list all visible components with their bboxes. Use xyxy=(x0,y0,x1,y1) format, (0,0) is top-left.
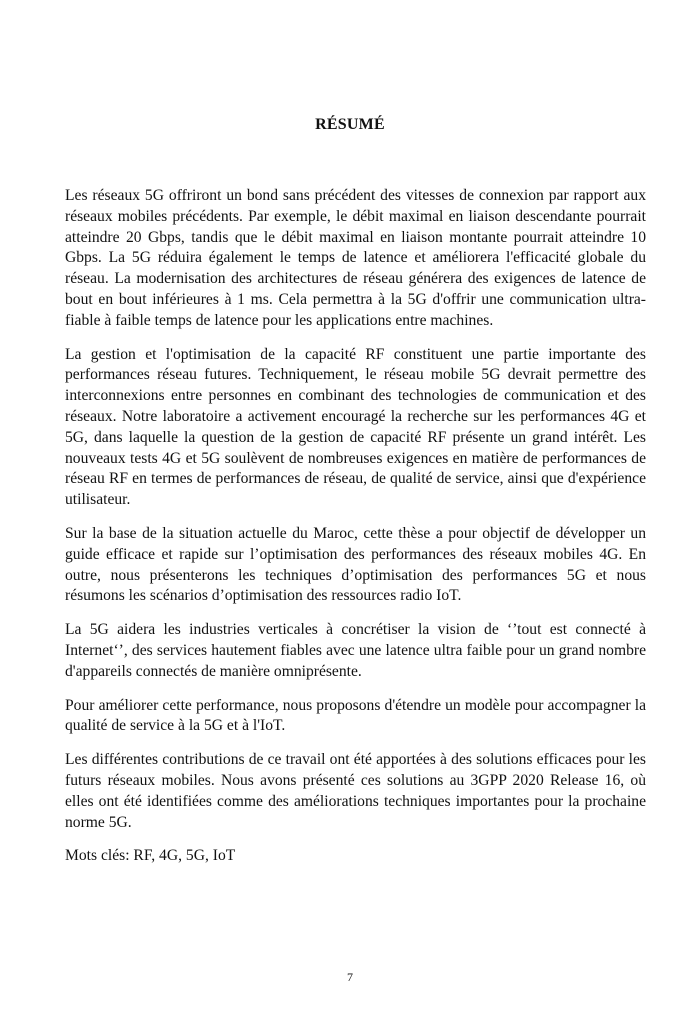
keywords: Mots clés: RF, 4G, 5G, IoT xyxy=(65,847,236,865)
paragraph-5g-speeds: Les réseaux 5G offriront un bond sans précédent des vitesses de connexion par rapport aux réseaux mobiles précédents. Par exemple, le débit maximal en liaison descendante pourrait atteindre 20 Gbps, tandis que le débit maximal en liaison montante pourrait atteindre 10 Gbps. La 5G réduira également le temps de latence et améliorera l'efficacité globale du réseau. La modernisation des architectures de réseau générera des exigences de latence de bout en bout inférieures à 1 ms. Cela permettra à la 5G d'offrir une communication ultra-fiable à faible temps de latence pour les applications entre machines. xyxy=(65,187,646,329)
page-number: 7 xyxy=(347,970,353,984)
paragraph-proposed-model: Pour améliorer cette performance, nous proposons d'étendre un modèle pour accompagner la qualité de service à la 5G et à l'IoT. xyxy=(65,696,646,735)
paragraph-rf-capacity: La gestion et l'optimisation de la capacité RF constituent une partie importante des performances réseau futures. Techniquement, le réseau mobile 5G devrait permettre des interconnexions entre personnes en combinant des technologies de communication et des réseaux. Notre laboratoire a activement encouragé la recherche sur les performances 4G et 5G, dans laquelle la question de la gestion de capacité RF présente un grand intérêt. Les nouveaux tests 4G et 5G soulèvent de nombreuses exigences en matière de performances de réseau RF en termes de performances de réseau, de qualité de service, ainsi que d'expérience utilisateur. xyxy=(65,345,646,509)
paragraph-vertical-industries: La 5G aidera les industries verticales à concrétiser la vision de ‘’tout est connecté à Internet‘’, des services hautement fiables avec une latence ultra faible pour un grand nombre d'appareils connectés de manière omniprésente. xyxy=(65,621,646,680)
abstract-body xyxy=(65,186,646,880)
page-title: RÉSUMÉ xyxy=(315,116,385,133)
paragraph-thesis-objective: Sur la base de la situation actuelle du Maroc, cette thèse a pour objectif de développer un guide efficace et rapide sur l’optimisation des performances des réseaux mobiles 4G. En outre, nous présenterons les techniques d’optimisation des performances 5G et nous résumons les scénarios d’optimisation des ressources radio IoT. xyxy=(65,524,646,605)
paragraph-contributions: Les différentes contributions de ce travail ont été apportées à des solutions efficaces pour les futurs réseaux mobiles. Nous avons présenté ces solutions au 3GPP 2020 Release 16, où elles ont été identifiées comme des améliorations techniques importantes pour la prochaine norme 5G. xyxy=(65,751,646,831)
